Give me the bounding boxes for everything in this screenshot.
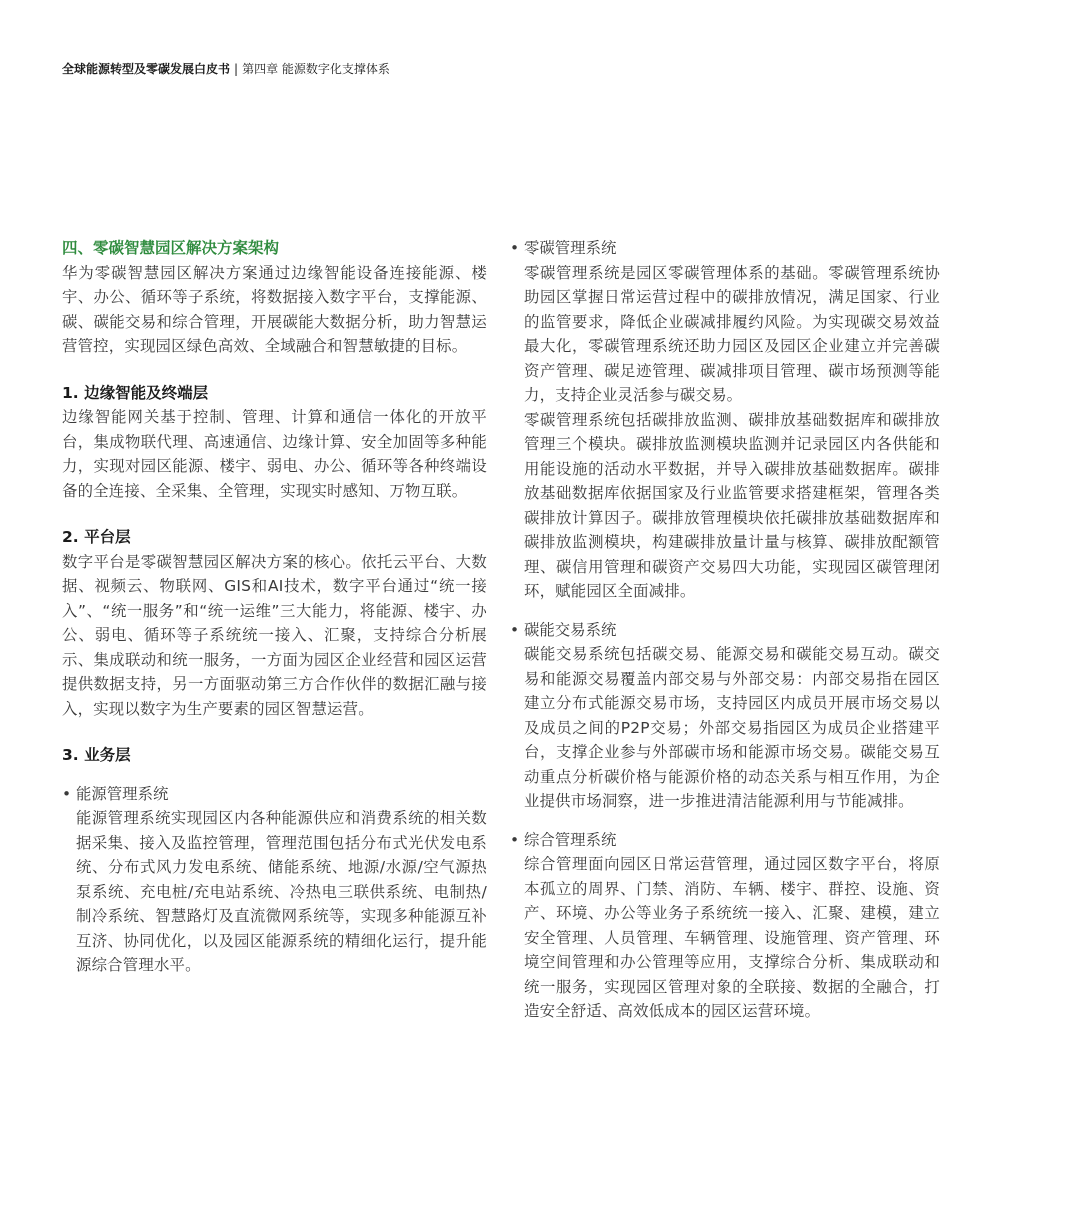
- chapter-title: 第四章 能源数字化支撑体系: [242, 62, 390, 76]
- bullet-dot: •: [510, 830, 520, 849]
- document-title: 全球能源转型及零碳发展白皮书: [62, 62, 231, 76]
- carbon-trading-system-text: 碳能交易系统包括碳交易、能源交易和碳能交易互动。碳交易和能源交易覆盖内部交易与外部交易：内部交易指在园区建立分布式能源交易市场，支持园区内成员开展市场交易以及成员之间的P2P交易；外部交易指园区为成员企业搭建平台，支撑企业参与外部碳市场和能源市场交易。碳能交易互动重点分析碳价格与能源价格的动态关系与相互作用，为企业提供市场洞察，进一步推进清洁能源利用与节能减排。: [524, 645, 940, 810]
- general-management-system-item: [510, 828, 940, 1024]
- zero-carbon-system-text-1: 零碳管理系统是园区零碳管理体系的基础。零碳管理系统协助园区掌握日常运营过程中的碳排放情况，满足国家、行业的监管要求，降低企业碳减排履约风险。为实现碳交易效益最大化，零碳管理系统还助力园区及园区企业建立并完善碳资产管理、碳足迹管理、碳减排项目管理、碳市场预测等能力，支持企业灵活参与碳交易。: [524, 263, 940, 404]
- right-column: [510, 236, 940, 1024]
- zero-carbon-system-title: 零碳管理系统: [524, 239, 617, 257]
- platform-layer-text: 数字平台是零碳智慧园区解决方案的核心。依托云平台、大数据、视频云、物联网、GIS和AI技术，数字平台通过“统一接入”、“统一服务”和“统一运维”三大能力，将能源、楼宇、办公、弱电、循环等子系统统一接入、汇聚，支持综合分析展示、集成联动和统一服务，一方面为园区企业经营和园区运营提供数据支持，另一方面驱动第三方合作伙伴的数据汇融与接入，实现以数字为生产要素的园区智慧运营。: [62, 552, 487, 718]
- header-separator: |: [234, 62, 239, 76]
- energy-system-title: 能源管理系统: [76, 784, 169, 803]
- general-management-system-text: 综合管理面向园区日常运营管理，通过园区数字平台，将原本孤立的周界、门禁、消防、车辆、楼宇、群控、设施、资产、环境、办公等业务子系统统一接入、汇聚、建模，建立安全管理、人员管理、车辆管理、设施管理、资产管理、环境空间管理和办公管理等应用，支撑综合分析、集成联动和统一服务，实现园区管理对象的全联接、数据的全融合，打造安全舒适、高效低成本的园区运营环境。: [524, 855, 940, 1020]
- zero-carbon-system-text-2: 零碳管理系统包括碳排放监测、碳排放基础数据库和碳排放管理三个模块。碳排放监测模块监测并记录园区内各供能和用能设施的活动水平数据，并导入碳排放基础数据库。碳排放基础数据库依据国家及行业监管要求搭建框架，管理各类碳排放计算因子。碳排放管理模块依托碳排放基础数据库和碳排放监测模块，构建碳排放量计量与核算、碳排放配额管理、碳信用管理和碳资产交易四大功能，实现园区碳管理闭环，赋能园区全面减排。: [524, 410, 940, 600]
- carbon-trading-system-item: [510, 618, 940, 814]
- platform-layer-heading: 2. 平台层: [62, 528, 131, 546]
- energy-system-item: [62, 782, 487, 978]
- edge-layer-text: 边缘智能网关基于控制、管理、计算和通信一体化的开放平台，集成物联代理、高速通信、边缘计算、安全加固等多种能力，实现对园区能源、楼宇、弱电、办公、循环等各种终端设备的全连接、全采集、全管理，实现实时感知、万物互联。: [62, 408, 487, 500]
- business-layer-heading: 3. 业务层: [62, 746, 131, 764]
- bullet-dot: •: [510, 620, 520, 639]
- bullet-dot: •: [510, 239, 520, 257]
- bullet-dot: •: [62, 784, 72, 803]
- energy-system-text: 能源管理系统实现园区内各种能源供应和消费系统的相关数据采集、接入及监控管理，管理范围包括分布式光伏发电系统、分布式风力发电系统、储能系统、地源/水源/空气源热泵系统、充电桩/充电站系统、冷热电三联供系统、电制热/制冷系统、智慧路灯及直流微网系统等，实现多种能源互补互济、协同优化，以及园区能源系统的精细化运行，提升能源综合管理水平。: [76, 809, 487, 974]
- section-title: 四、零碳智慧园区解决方案架构: [62, 239, 280, 257]
- page-header: [62, 60, 390, 77]
- left-column: [62, 236, 487, 978]
- edge-layer-heading: 1. 边缘智能及终端层: [62, 383, 209, 402]
- carbon-trading-system-title: 碳能交易系统: [524, 620, 617, 639]
- intro-paragraph: 华为零碳智慧园区解决方案通过边缘智能设备连接能源、楼宇、办公、循环等子系统，将数据接入数字平台，支撑能源、碳、碳能交易和综合管理，开展碳能大数据分析，助力智慧运营管控，实现园区绿色高效、全域融合和智慧敏捷的目标。: [62, 263, 487, 355]
- general-management-system-title: 综合管理系统: [524, 830, 617, 849]
- zero-carbon-system-item: [510, 236, 940, 604]
